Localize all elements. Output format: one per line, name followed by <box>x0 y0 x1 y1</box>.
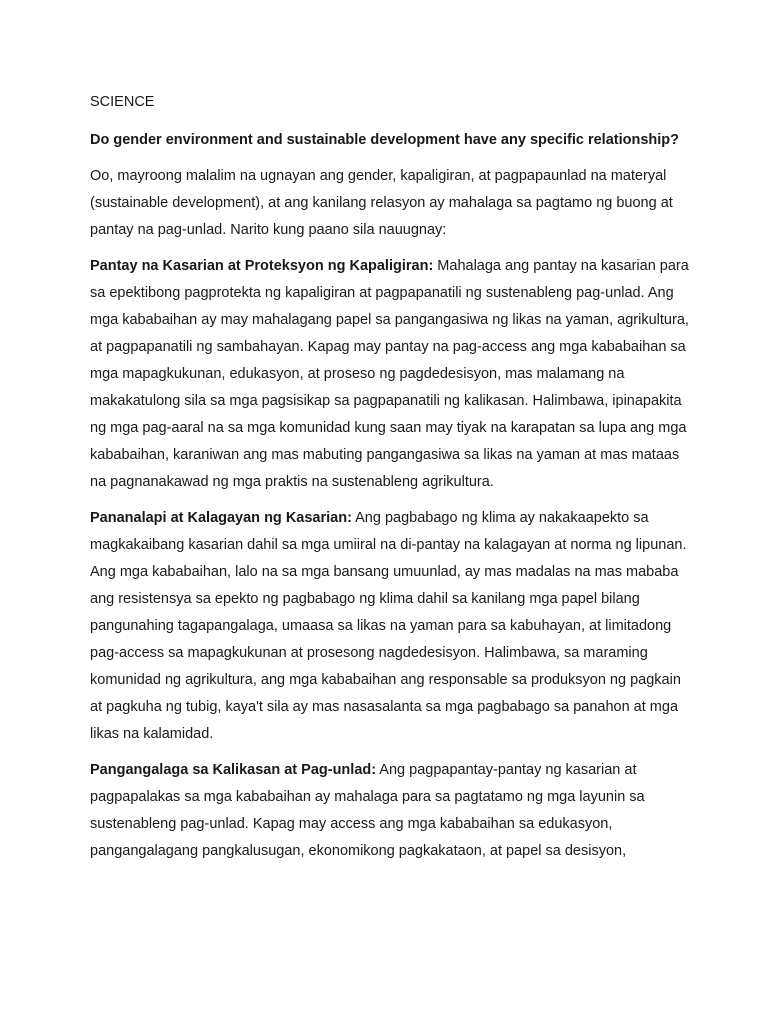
section-heading: Pantay na Kasarian at Proteksyon ng Kapaligiran: <box>90 258 434 274</box>
intro-paragraph: Oo, mayroong malalim na ugnayan ang gender, kapaligiran, at pagpapaunlad na materyal (sustainable development), at ang kanilang relasyon ay mahalaga sa pagtamo ng buong at pantay na pag-unlad. Narito kung paano sila nauugnay: <box>90 168 673 238</box>
question-heading: Do gender environment and sustainable development have any specific relationship? <box>90 132 680 148</box>
section-paragraph <box>90 505 690 748</box>
section-body: Ang pagpapantay-pantay ng kasarian at pagpapalakas sa mga kababaihan ay mahalaga para sa pagtatamo ng mga layunin sa sustenableng pag-unlad. Kapag may access ang mga kababaihan sa edukasyon, pangangalagang pangkalusugan, ekonomikong pagkakataon, at papel sa desisyon, <box>90 762 645 859</box>
subject-label: SCIENCE <box>90 94 155 110</box>
section-heading: Pananalapi at Kalagayan ng Kasarian: <box>90 510 352 526</box>
section-heading: Pangangalaga sa Kalikasan at Pag-unlad: <box>90 762 377 778</box>
document-page <box>90 91 690 874</box>
section-body: Ang pagbabago ng klima ay nakakaapekto sa magkakaibang kasarian dahil sa mga umiiral na di-pantay na kalagayan at norma ng lipunan. Ang mga kababaihan, lalo na sa mga bansang umuunlad, ay mas madalas na mas mababa ang resistensya sa epekto ng pagbabago ng klima dahil sa kanilang mga papel bilang pangunahing tagapangalaga, umaasa sa likas na yaman para sa kabuhayan, at limitadong pag-access sa mapagkukunan at prosesong nagdedesisyon. Halimbawa, sa maraming komunidad ng agrikultura, ang mga kababaihan ang responsable sa produksyon ng pagkain at pagkuha ng tubig, kaya't sila ay mas nasasalanta sa mga pagbabago sa panahon at mga likas na kalamidad. <box>90 510 687 742</box>
section-paragraph <box>90 757 690 865</box>
section-paragraph <box>90 253 690 496</box>
section-body: Mahalaga ang pantay na kasarian para sa epektibong pagprotekta ng kapaligiran at pagpapanatili ng sustenableng pag-unlad. Ang mga kababaihan ay may mahalagang papel sa pangangasiwa ng likas na yaman, agrikultura, at pagpapanatili ng sambahayan. Kapag may pantay na pag-access ang mga kababaihan sa mga mapagkukunan, edukasyon, at proseso ng pagdedesisyon, mas malamang na makakatulong sila sa mga pagsisikap sa pagpapanatili ng kalikasan. Halimbawa, ipinapakita ng mga pag-aaral na sa mga komunidad kung saan may tiyak na karapatan sa lupa ang mga kababaihan, karaniwan ang mas mabuting pangangasiwa sa likas na yaman at mas mataas na pagnanakawad ng mga praktis na sustenableng agrikultura. <box>90 258 689 490</box>
